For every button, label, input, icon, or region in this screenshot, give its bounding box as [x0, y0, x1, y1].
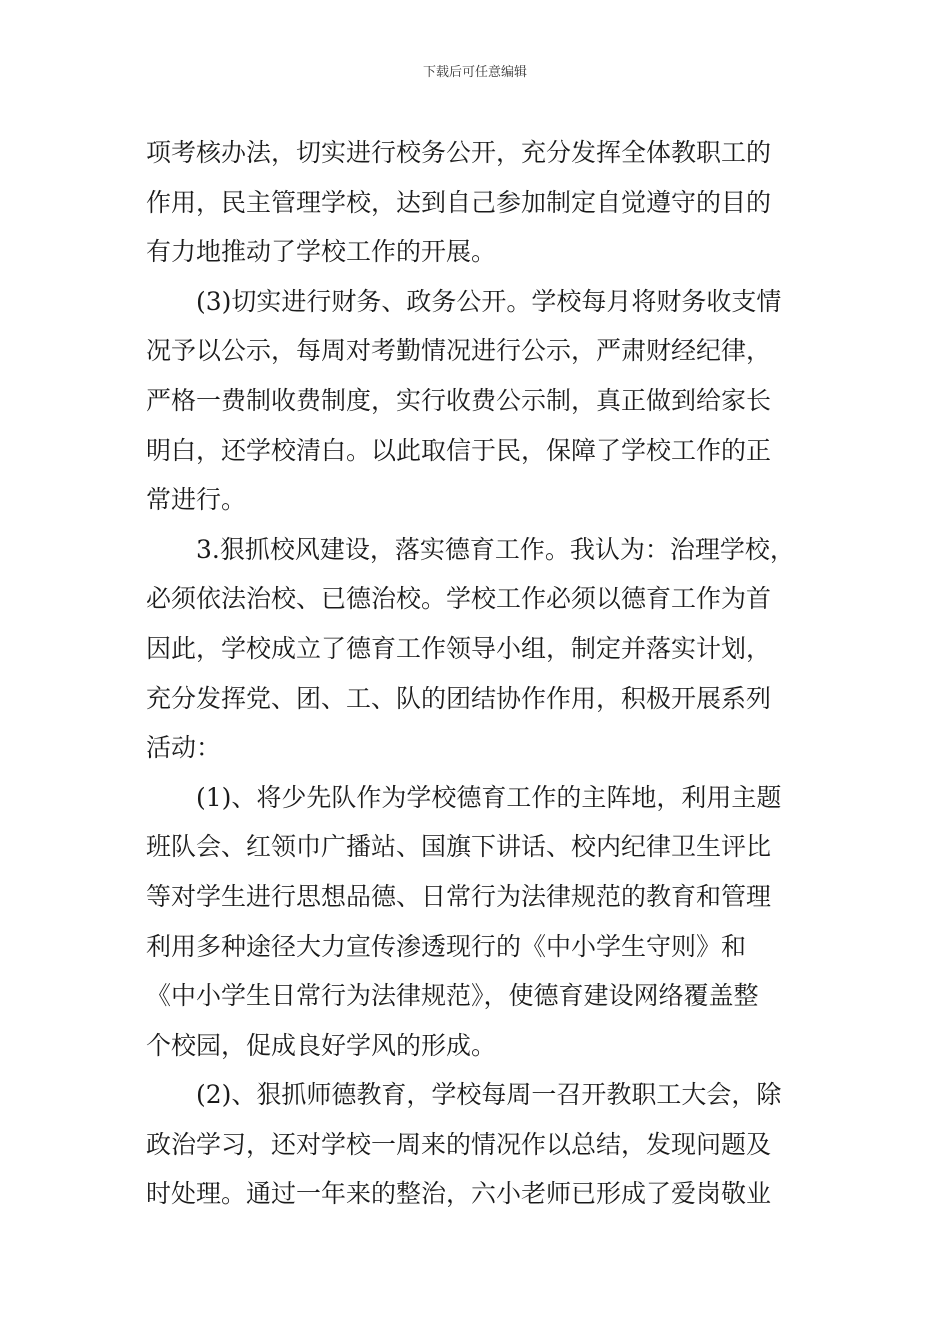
text-line: (3)切实进行财务、政务公开。学校每月将财务收支情: [196, 286, 782, 316]
text-line: (2)、狠抓师德教育，学校每周一召开教职工大会，除: [196, 1080, 782, 1110]
text-line: 《中小学生日常行为法律规范》，使德育建设网络覆盖整: [146, 981, 759, 1011]
text-line: 充分发挥党、团、工、队的团结协作作用，积极开展系列: [146, 683, 772, 713]
text-line: 有力地推动了学校工作的开展。: [146, 237, 497, 267]
text-line: 班队会、红领巾广播站、国旗下讲话、校内纪律卫生评比: [146, 832, 772, 862]
text-line: 必须依法治校、已德治校。学校工作必须以德育工作为首: [146, 584, 772, 614]
text-line: 因此，学校成立了德育工作领导小组，制定并落实计划，: [146, 633, 772, 663]
text-line: (1)、将少先队作为学校德育工作的主阵地，利用主题: [196, 782, 782, 812]
text-line: 况予以公示，每周对考勤情况进行公示，严肃财经纪律，: [146, 336, 772, 366]
text-line: 3.狠抓校风建设，落实德育工作。我认为：治理学校，: [196, 534, 795, 564]
text-line: 政治学习，还对学校一周来的情况作以总结，发现问题及: [146, 1129, 772, 1159]
text-line: 常进行。: [146, 485, 247, 515]
text-line: 项考核办法，切实进行校务公开，充分发挥全体教职工的: [146, 138, 772, 167]
text-line: 严格一费制收费制度，实行收费公示制，真正做到给家长: [146, 385, 772, 415]
text-line: 时处理。通过一年来的整治，六小老师已形成了爱岗敬业: [146, 1179, 772, 1209]
text-line: 明白，还学校清白。以此取信于民，保障了学校工作的正: [146, 435, 772, 465]
text-line: 个校园，促成良好学风的形成。: [146, 1030, 497, 1060]
text-line: 利用多种途径大力宣传渗透现行的《中小学生守则》和: [146, 931, 747, 961]
document-body: [146, 128, 812, 1219]
text-line: 活动：: [146, 733, 222, 763]
page-header-note: 下载后可任意编辑: [422, 65, 527, 80]
text-line: 作用，民主管理学校，达到自己参加制定自觉遵守的目的: [146, 187, 772, 217]
text-line: 等对学生进行思想品德、日常行为法律规范的教育和管理: [146, 881, 772, 911]
